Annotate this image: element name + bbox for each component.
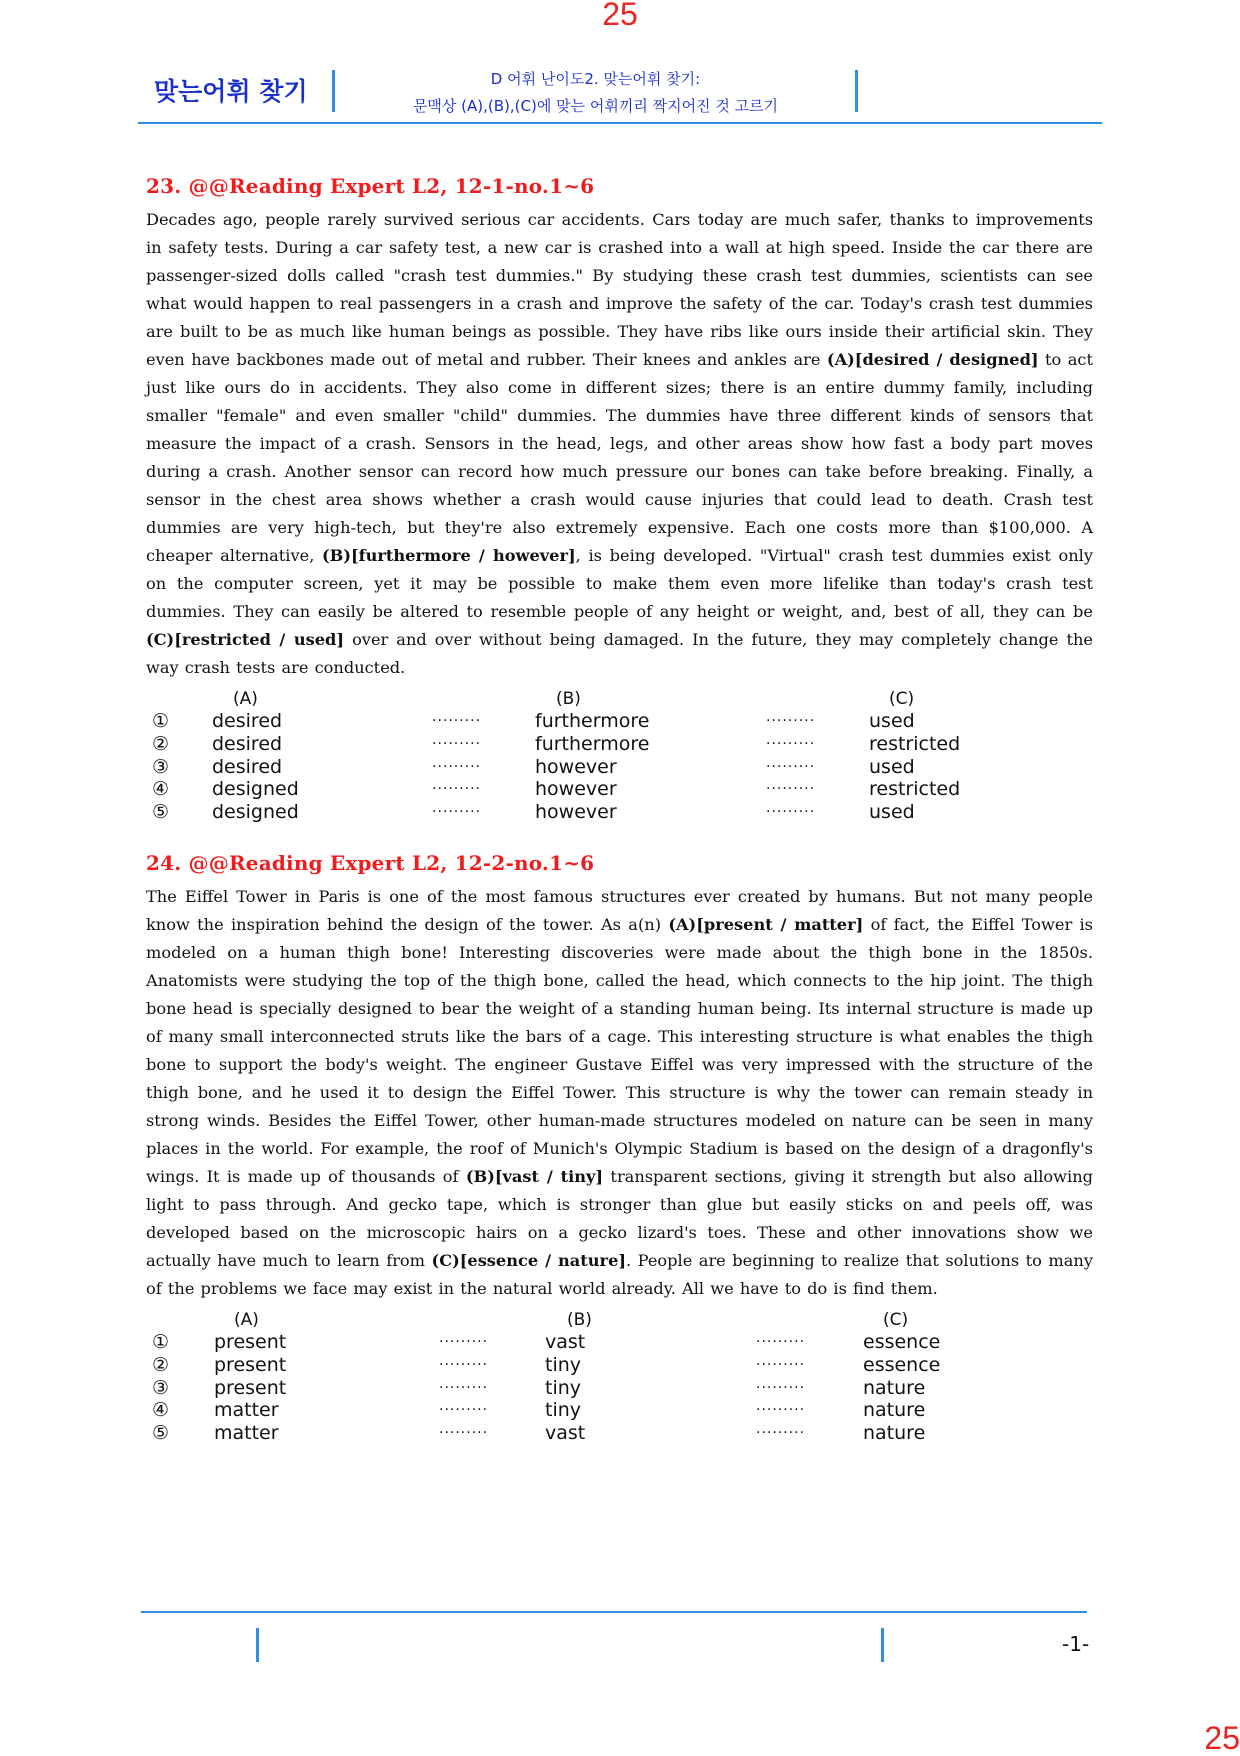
- choice-leader-dots: ·········: [756, 1356, 806, 1373]
- choice-leader-dots: ·········: [766, 804, 816, 821]
- page-number-bottom: 25: [1204, 1720, 1240, 1756]
- choice-leader-dots: ·········: [439, 1425, 489, 1442]
- choice-leader-dots: ·········: [756, 1379, 806, 1396]
- choice-leader-dots: ·········: [432, 804, 482, 821]
- choice-number: ④: [152, 1399, 170, 1422]
- choice-option[interactable]: [146, 1331, 1093, 1354]
- choice-leader-dots: ·········: [439, 1379, 489, 1396]
- choice-leader-dots: ·········: [439, 1334, 489, 1350]
- choice-word-c: essence: [863, 1353, 941, 1376]
- choice-leader-dots: ·········: [432, 713, 482, 729]
- column-header-b: (B): [556, 689, 581, 709]
- choice-leader-dots: ·········: [432, 781, 482, 798]
- choice-leader-dots: ·········: [756, 1334, 806, 1350]
- choice-leader-dots: ·········: [439, 1356, 489, 1373]
- choice-leader-dots: ·········: [766, 713, 816, 729]
- footer-divider-right: [881, 1628, 884, 1662]
- header-title: 맞는어휘 찾기: [154, 77, 308, 106]
- choice-word-a: desired: [212, 732, 283, 755]
- choice-table-header: [146, 1309, 1093, 1331]
- choice-word-c: restricted: [869, 778, 961, 801]
- choice-leader-dots: ·········: [756, 1425, 806, 1442]
- choice-option[interactable]: [146, 1399, 1093, 1422]
- page-header: [138, 60, 1102, 124]
- choice-word-b: however: [535, 778, 617, 801]
- choice-word-b: furthermore: [535, 710, 650, 732]
- choice-option[interactable]: [146, 1354, 1093, 1377]
- column-header-a: (A): [234, 1310, 259, 1330]
- choice-word-b: however: [535, 801, 617, 824]
- choice-word-b: tiny: [545, 1376, 582, 1399]
- choice-number: ⑤: [152, 801, 170, 824]
- choice-word-c: essence: [863, 1331, 941, 1353]
- choice-word-b: tiny: [545, 1353, 582, 1376]
- choice-word-b: tiny: [545, 1399, 582, 1422]
- choice-word-a: designed: [212, 778, 299, 801]
- choice-number: ③: [152, 755, 170, 778]
- choice-word-c: used: [869, 755, 915, 778]
- choice-word-a: matter: [214, 1422, 279, 1445]
- choice-word-b: vast: [545, 1331, 586, 1353]
- choice-word-a: designed: [212, 801, 299, 824]
- choice-word-c: restricted: [869, 732, 961, 755]
- footer-rule: [141, 1611, 1087, 1613]
- choice-option[interactable]: [146, 778, 1093, 801]
- choice-option[interactable]: [146, 801, 1093, 824]
- choice-word-a: present: [214, 1376, 287, 1399]
- choice-option[interactable]: [146, 733, 1093, 756]
- choice-number: ①: [152, 710, 170, 732]
- page-number-top: 25: [602, 0, 638, 32]
- footer-page-label: -1-: [1062, 1632, 1090, 1656]
- choice-word-a: present: [214, 1331, 287, 1353]
- question-23: [146, 174, 1093, 824]
- header-subtitle: [338, 66, 853, 120]
- column-header-c: (C): [889, 689, 915, 709]
- choice-leader-dots: ·········: [432, 758, 482, 775]
- choice-option[interactable]: [146, 756, 1093, 779]
- question-title: 23. @@Reading Expert L2, 12-1-no.1~6: [146, 174, 595, 198]
- choice-word-b: however: [535, 755, 617, 778]
- choice-word-a: matter: [214, 1399, 279, 1422]
- column-header-b: (B): [567, 1310, 592, 1330]
- choice-table: [146, 1309, 1093, 1445]
- question-passage: The Eiffel Tower in Paris is one of the most famous structures ever created by humans. But not many people know the inspiration behind the design of the tower. As a(n) (A)[present / matter] of fact, the Eiffel Tower is modeled on a human thigh bone! Interesting discoveries were made about the thigh bone in the 1850s. Anatomists were studying the top of the thigh bone, called the head, which connects to the hip joint. The thigh bone head is specially designed to bear the weight of a standing human being. Its internal structure is made up of many small interconnected struts like the bars of a cage. This interesting structure is what enables the thigh bone to support the body's weight. The engineer Gustave Eiffel was very impressed with the structure of the thigh bone, and he used it to design the Eiffel Tower. This structure is why the tower can remain steady in strong winds. Besides the Eiffel Tower, other human-made structures modeled on nature can be seen in many places in the world. For example, the roof of Munich's Olympic Stadium is based on the design of a dragonfly's wings. It is made up of thousands of (B)[vast / tiny] transparent sections, giving it strength but also allowing light to pass through. And gecko tape, which is stronger than glue but easily sticks on and peels off, was developed based on the microscopic hairs on a gecko lizard's toes. These and other innovations show we actually have much to learn from (C)[essence / nature]. People are beginning to realize that solutions to many of the problems we face may exist in the natural world already. All we have to do is find them.: [146, 887, 1093, 1298]
- choice-number: ①: [152, 1331, 170, 1353]
- choice-word-a: desired: [212, 755, 283, 778]
- header-divider-left: [332, 70, 335, 112]
- header-subtitle-line1: D 어휘 난이도2. 맞는어휘 찾기:: [490, 70, 701, 88]
- choice-word-a: desired: [212, 710, 283, 732]
- choice-number: ④: [152, 778, 170, 801]
- choice-leader-dots: ·········: [432, 735, 482, 752]
- choice-leader-dots: ·········: [439, 1402, 489, 1419]
- choice-word-a: present: [214, 1353, 287, 1376]
- choice-option[interactable]: [146, 1377, 1093, 1400]
- header-subtitle-line2: 문맥상 (A),(B),(C)에 맞는 어휘끼리 짝지어진 것 고르기: [412, 97, 779, 115]
- choice-number: ⑤: [152, 1422, 170, 1445]
- footer-divider-left: [256, 1628, 259, 1662]
- choice-option[interactable]: [146, 1422, 1093, 1445]
- choice-word-c: used: [869, 710, 915, 732]
- choice-word-c: nature: [863, 1399, 926, 1422]
- choice-leader-dots: ·········: [766, 758, 816, 775]
- choice-word-c: nature: [863, 1422, 926, 1445]
- choice-word-b: furthermore: [535, 732, 650, 755]
- choice-word-c: nature: [863, 1376, 926, 1399]
- choice-option[interactable]: [146, 710, 1093, 733]
- column-header-c: (C): [883, 1310, 909, 1330]
- question-passage: Decades ago, people rarely survived serious car accidents. Cars today are much safer, thanks to improvements in safety tests. During a car safety test, a new car is crashed into a wall at high speed. Inside the car there are passenger-sized dolls called "crash test dummies." By studying these crash test dummies, scientists can see what would happen to real passengers in a crash and improve the safety of the car. Today's crash test dummies are built to be as much like human beings as possible. They have ribs like ours inside their artificial skin. They even have backbones made out of metal and rubber. Their knees and ankles are (A)[desired / designed] to act just like ours do in accidents. They also come in different sizes; there is an entire dummy family, including smaller "female" and even smaller "child" dummies. The dummies have three different kinds of sensors that measure the impact of a crash. Sensors in the head, legs, and other areas show how fast a body part moves during a crash. Another sensor can record how much pressure our bones can take before breaking. Finally, a sensor in the chest area shows whether a crash would cause injuries that could lead to death. Crash test dummies are very high-tech, but they're also extremely expensive. Each one costs more than $100,000. A cheaper alternative, (B)[furthermore / however], is being developed. "Virtual" crash test dummies exist only on the computer screen, yet it may be possible to make them even more lifelike than today's crash test dummies. They can easily be altered to resemble people of any height or weight, and, best of all, they can be (C)[restricted / used] over and over without being damaged. In the future, they may completely change the way crash tests are conducted.: [146, 210, 1094, 677]
- question-24: [146, 851, 1093, 1445]
- choice-table-header: [146, 688, 1093, 710]
- choice-word-b: vast: [545, 1422, 586, 1445]
- choice-number: ②: [152, 732, 170, 755]
- choice-leader-dots: ·········: [766, 781, 816, 798]
- header-divider-right: [855, 70, 858, 112]
- choice-number: ③: [152, 1376, 170, 1399]
- choice-leader-dots: ·········: [756, 1402, 806, 1419]
- question-title: 24. @@Reading Expert L2, 12-2-no.1~6: [146, 851, 595, 875]
- choice-word-c: used: [869, 801, 915, 824]
- choice-number: ②: [152, 1353, 170, 1376]
- choice-table: [146, 688, 1093, 824]
- column-header-a: (A): [233, 689, 258, 709]
- choice-leader-dots: ·········: [766, 735, 816, 752]
